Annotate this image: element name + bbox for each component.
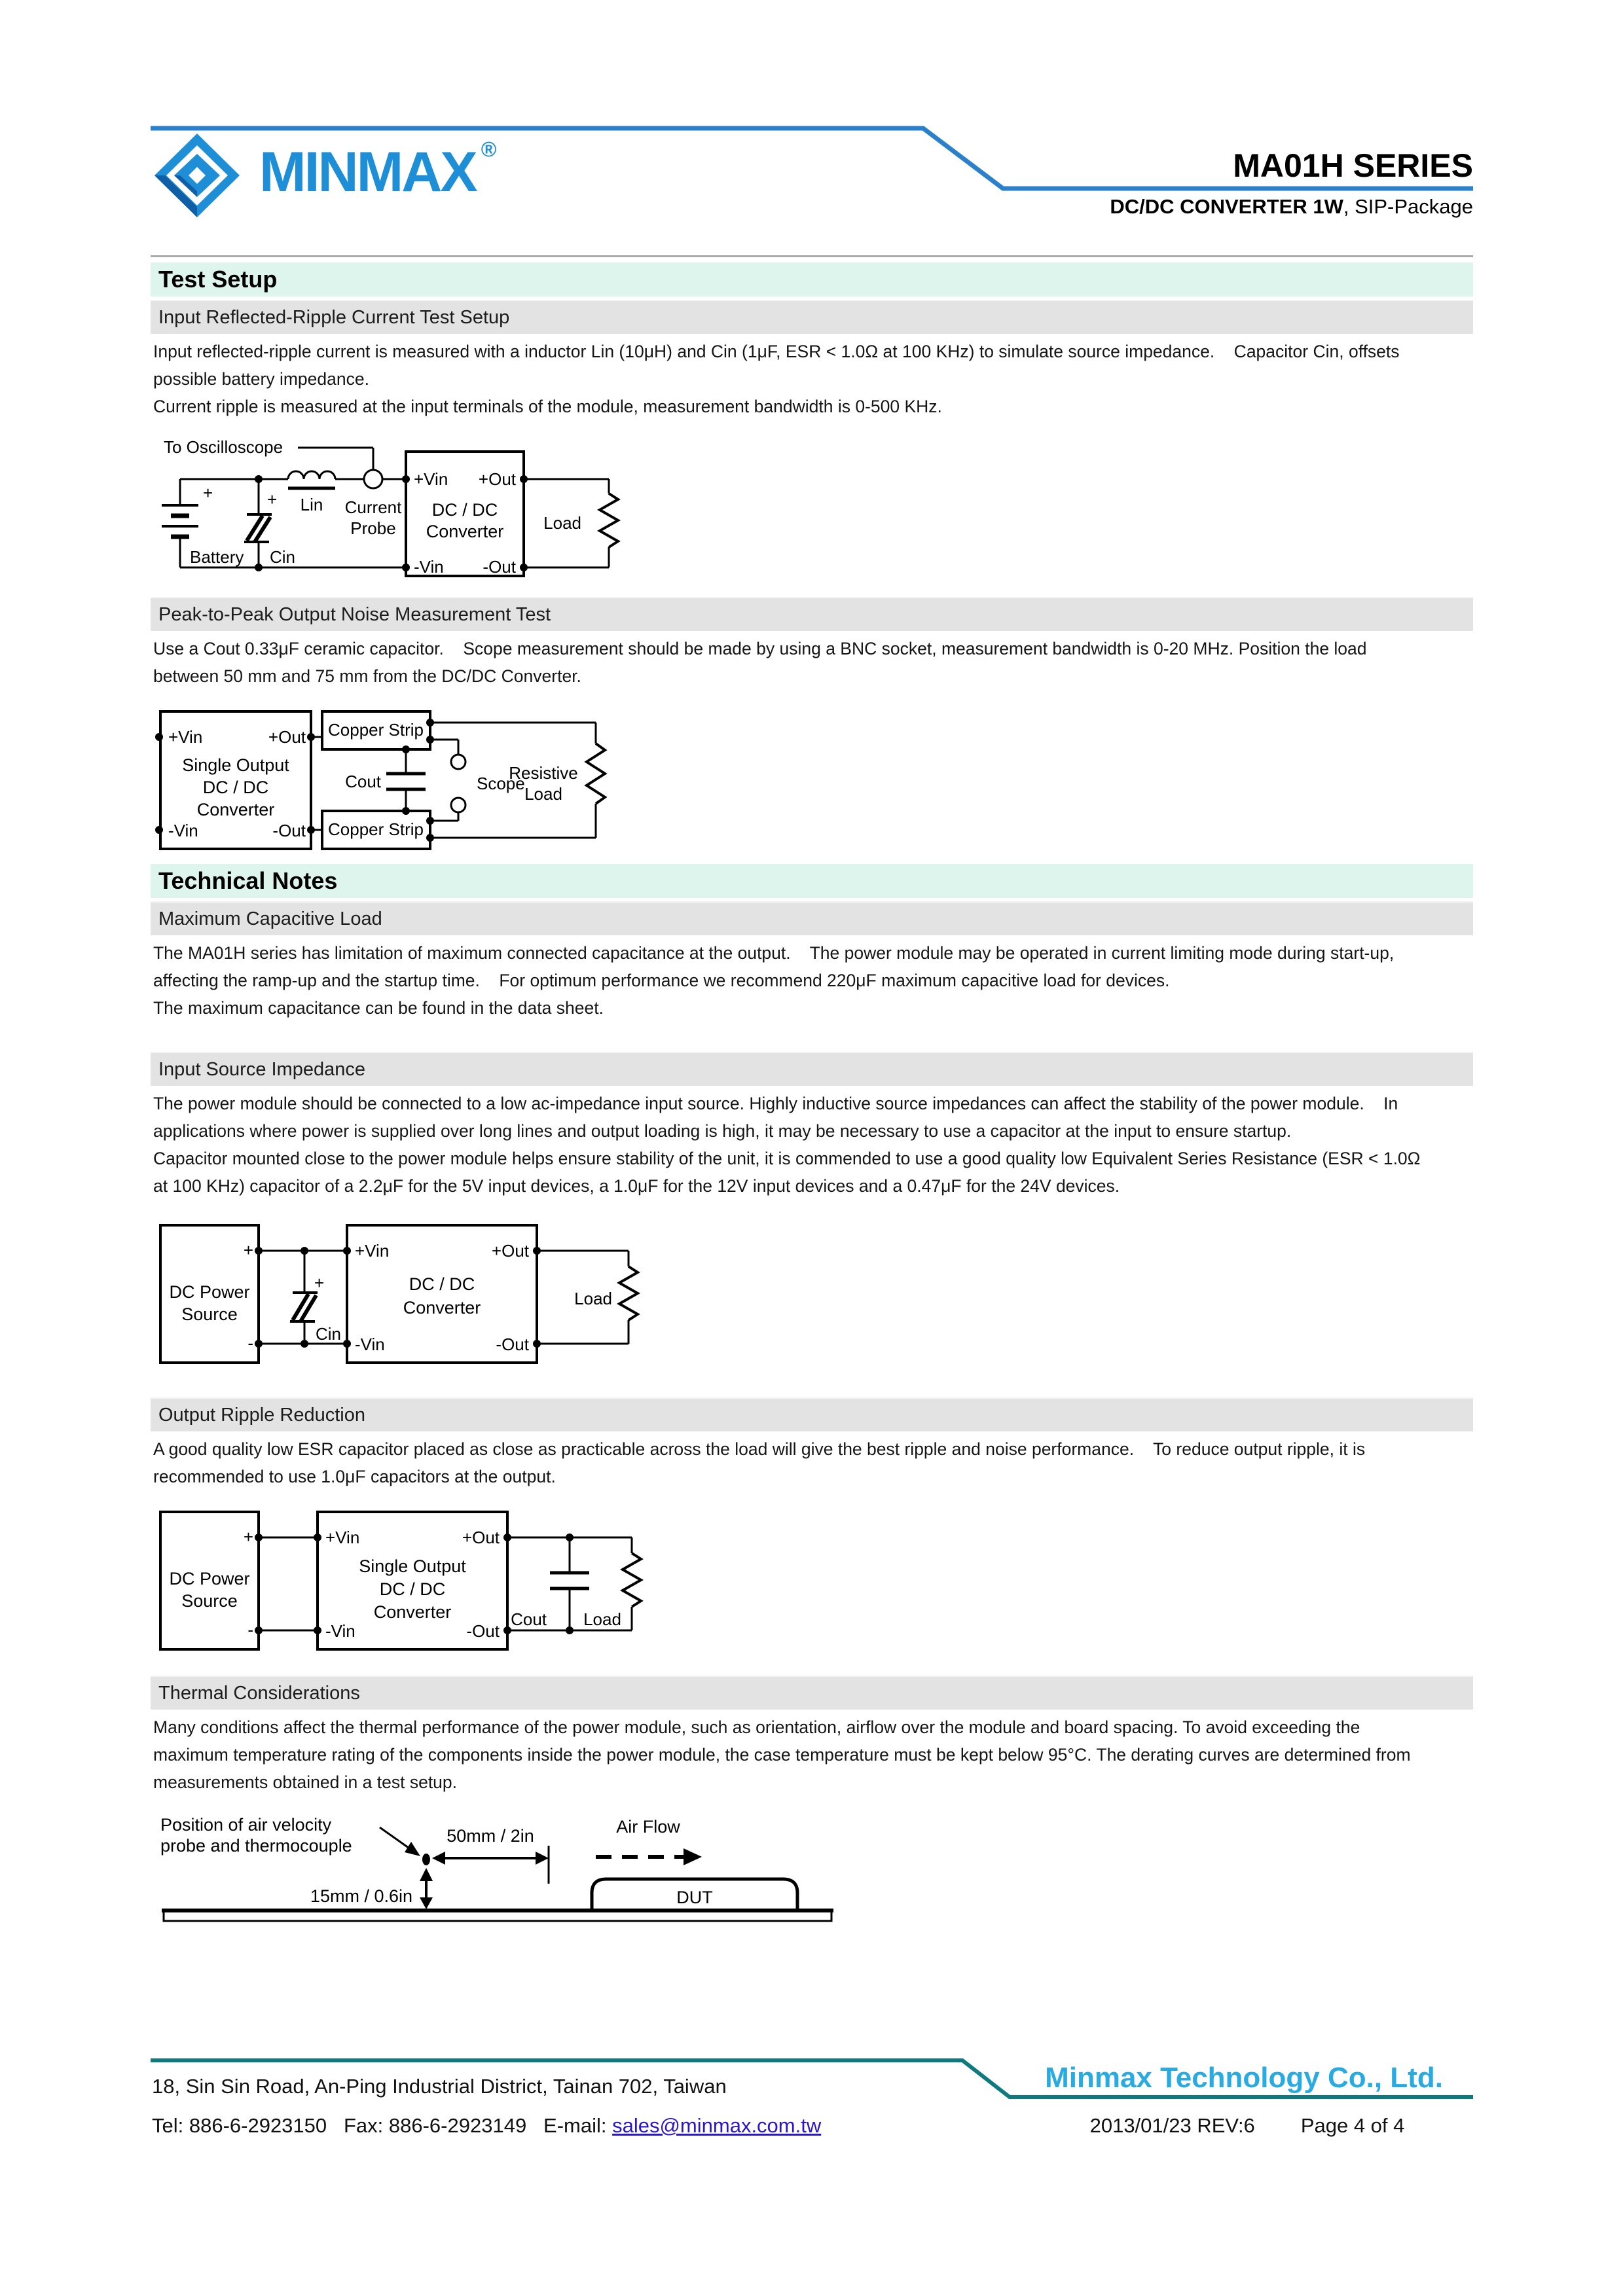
cin-capacitor-symbol bbox=[290, 1293, 318, 1321]
paragraph-impedance bbox=[153, 1090, 1473, 1200]
subsection-header-ripple-reduction: Output Ripple Reduction bbox=[151, 1397, 1473, 1431]
source-label-1: DC Power bbox=[169, 1569, 250, 1588]
text-line: possible battery impedance. bbox=[153, 369, 369, 389]
text-line: Input reflected-ripple current is measured with a inductor Lin (10μH) and Cin (1μF, ESR < 1.0Ω at 100 KHz) to simulate source impedance. Capacitor Cin, offsets bbox=[153, 342, 1400, 361]
nout-label: -Out bbox=[483, 557, 516, 577]
airflow-dashed-arrow bbox=[596, 1848, 702, 1865]
cin-capacitor-symbol bbox=[244, 514, 272, 542]
series-subtitle bbox=[1110, 195, 1473, 219]
pout-label: +Out bbox=[478, 469, 516, 489]
converter-label-2: DC / DC bbox=[379, 1579, 446, 1599]
text-line: The MA01H series has limitation of maximum connected capacitance at the output. The power module may be operated in current limiting mode during start-up, bbox=[153, 943, 1395, 963]
dut-label: DUT bbox=[676, 1888, 713, 1907]
lin-inductor-symbol bbox=[288, 471, 335, 488]
registered-mark: ® bbox=[481, 137, 497, 161]
output-ripple-reduction-diagram bbox=[151, 1502, 779, 1659]
converter-label-2: Converter bbox=[426, 522, 504, 541]
company-name: Minmax Technology Co., Ltd. bbox=[1045, 2062, 1443, 2094]
load-label: Load bbox=[583, 1609, 621, 1629]
subtitle-bold: DC/DC CONVERTER 1W bbox=[1110, 195, 1343, 218]
text-line: at 100 KHz) capacitor of a 2.2μF for the 5V input devices, a 1.0μF for the 12V input devices and a 0.47μF for the 24V devices. bbox=[153, 1176, 1120, 1196]
current-probe-symbol bbox=[364, 470, 382, 488]
subsection-header-thermal: Thermal Considerations bbox=[151, 1676, 1473, 1710]
pvin-label: +Vin bbox=[414, 469, 448, 489]
subsection-header-max-cap: Maximum Capacitive Load bbox=[151, 901, 1473, 935]
text-line: affecting the ramp-up and the startup time. For optimum performance we recommend 220μF maximum capacitive load for devices. bbox=[153, 971, 1170, 990]
page-content bbox=[151, 0, 1473, 1960]
converter-label-2: Converter bbox=[403, 1298, 481, 1318]
text-line: Current ripple is measured at the input terminals of the module, measurement bandwidth is 0-500 KHz. bbox=[153, 397, 942, 416]
text-line: A good quality low ESR capacitor placed as close as practicable across the load will give the best ripple and noise performance. To reduce output ripple, it is bbox=[153, 1439, 1366, 1459]
input-source-impedance-diagram bbox=[151, 1215, 727, 1372]
series-title: MA01H SERIES bbox=[1233, 147, 1473, 184]
revision-date: 2013/01/23 REV:6 bbox=[1089, 2114, 1255, 2137]
vertical-distance-label: 15mm / 0.6in bbox=[310, 1886, 412, 1906]
scope-probe-symbols bbox=[451, 755, 465, 812]
nout-label: -Out bbox=[496, 1335, 529, 1354]
contact-numbers: Tel: 886-6-2923150 Fax: 886-6-2923149 E-mail: bbox=[152, 2114, 613, 2137]
cout-label: Cout bbox=[511, 1609, 547, 1629]
copper-strip-top-label: Copper Strip bbox=[328, 720, 424, 740]
revision-line bbox=[1021, 2114, 1473, 2138]
nout-label: -Out bbox=[466, 1621, 500, 1641]
subsection-header-input-ripple: Input Reflected-Ripple Current Test Setup bbox=[151, 300, 1473, 334]
subsection-header-noise-test: Peak-to-Peak Output Noise Measurement Test bbox=[151, 597, 1473, 631]
paragraph-thermal bbox=[153, 1713, 1473, 1796]
cin-label: Cin bbox=[316, 1324, 342, 1344]
source-minus-label: - bbox=[247, 1620, 253, 1640]
converter-label-1: Single Output bbox=[359, 1556, 466, 1576]
pout-label: +Out bbox=[268, 727, 306, 747]
source-minus-label: - bbox=[247, 1333, 253, 1353]
paragraph-noise-test bbox=[153, 635, 1473, 690]
pvin-label: +Vin bbox=[168, 727, 203, 747]
cout-capacitor-symbol bbox=[550, 1573, 589, 1588]
probe-pointer-arrow bbox=[380, 1827, 420, 1856]
text-line: applications where power is supplied over long lines and output loading is high, it may be necessary to use a capacitor at the input to ensure startup. bbox=[153, 1121, 1292, 1141]
output-noise-measurement-diagram bbox=[151, 702, 753, 859]
horizontal-distance-arrow bbox=[432, 1846, 549, 1884]
battery-symbol bbox=[162, 505, 198, 537]
nvin-label: -Vin bbox=[355, 1335, 385, 1354]
probe-position-label-1: Position of air velocity bbox=[160, 1815, 332, 1835]
source-label-2: Source bbox=[181, 1304, 238, 1324]
vertical-distance-arrow bbox=[420, 1868, 433, 1909]
source-plus-label: + bbox=[243, 1527, 253, 1547]
converter-label-2: DC / DC bbox=[202, 778, 269, 797]
paragraph-ripple-reduction bbox=[153, 1435, 1473, 1490]
page-footer bbox=[151, 2056, 1473, 2181]
resistive-load-symbol bbox=[587, 744, 605, 804]
brand-logo bbox=[155, 134, 496, 217]
section-header-technical-notes: Technical Notes bbox=[151, 864, 1473, 898]
converter-label-3: Converter bbox=[373, 1602, 452, 1622]
pout-label: +Out bbox=[491, 1241, 529, 1261]
copper-strip-bottom-label: Copper Strip bbox=[328, 819, 424, 839]
input-ripple-test-circuit-diagram bbox=[151, 433, 740, 590]
paragraph-input-ripple bbox=[153, 338, 1473, 420]
nvin-label: -Vin bbox=[414, 557, 444, 577]
section-header-test-setup: Test Setup bbox=[151, 262, 1473, 296]
text-line: The power module should be connected to a low ac-impedance input source. Highly inductive source impedances can affect the stability of the power module. In bbox=[153, 1094, 1398, 1113]
source-plus-label: + bbox=[243, 1240, 253, 1260]
converter-label-3: Converter bbox=[196, 800, 275, 819]
lin-label: Lin bbox=[300, 495, 323, 514]
converter-label-1: DC / DC bbox=[409, 1274, 475, 1294]
text-line: Many conditions affect the thermal performance of the power module, such as orientation, airflow over the module and board spacing. To avoid exceeding the bbox=[153, 1717, 1360, 1737]
thermal-test-setup-diagram bbox=[151, 1809, 858, 1960]
battery-plus-label: + bbox=[203, 483, 213, 503]
text-line: maximum temperature rating of the components inside the power module, the case temperature must be kept below 95°C. The derating curves are determined from bbox=[153, 1745, 1411, 1765]
section-divider bbox=[151, 255, 1473, 257]
cin-plus-label: + bbox=[314, 1273, 325, 1293]
source-label-2: Source bbox=[181, 1591, 238, 1611]
load-label: Load bbox=[574, 1289, 612, 1308]
load-resistor-symbol bbox=[619, 1266, 638, 1320]
email-link[interactable]: sales@minmax.com.tw bbox=[612, 2114, 822, 2137]
current-probe-label-2: Probe bbox=[350, 518, 396, 538]
text-line: between 50 mm and 75 mm from the DC/DC Converter. bbox=[153, 666, 581, 686]
resistive-load-label-1: Resistive bbox=[509, 763, 578, 783]
converter-label-1: DC / DC bbox=[431, 500, 498, 520]
airflow-label: Air Flow bbox=[616, 1817, 680, 1837]
company-address: 18, Sin Sin Road, An-Ping Industrial District, Tainan 702, Taiwan bbox=[152, 2075, 727, 2098]
cout-label: Cout bbox=[345, 772, 381, 791]
pvin-label: +Vin bbox=[355, 1241, 390, 1261]
text-line: Capacitor mounted close to the power module helps ensure stability of the unit, it is commended to use a good quality low Equivalent Series Resistance (ESR < 1.0Ω bbox=[153, 1149, 1421, 1168]
current-probe-label-1: Current bbox=[344, 497, 402, 517]
paragraph-max-cap bbox=[153, 939, 1473, 1022]
load-resistor-symbol bbox=[623, 1553, 641, 1607]
subtitle-rest: , SIP-Package bbox=[1343, 195, 1473, 218]
cout-capacitor-symbol bbox=[386, 774, 426, 789]
scope-label: Scope bbox=[477, 774, 525, 793]
text-line: Use a Cout 0.33μF ceramic capacitor. Scope measurement should be made by using a BNC socket, measurement bandwidth is 0-20 MHz. Position the load bbox=[153, 639, 1367, 658]
load-label: Load bbox=[543, 513, 581, 533]
minmax-diamond-icon bbox=[155, 134, 240, 217]
page-header bbox=[151, 123, 1473, 229]
resistive-load-label-2: Load bbox=[524, 784, 562, 804]
pout-label: +Out bbox=[462, 1528, 500, 1547]
text-line: recommended to use 1.0μF capacitors at the output. bbox=[153, 1467, 556, 1486]
nout-label: -Out bbox=[272, 821, 306, 840]
to-oscilloscope-label: To Oscilloscope bbox=[164, 437, 283, 457]
probe-position-label-2: probe and thermocouple bbox=[160, 1836, 352, 1856]
pvin-label: +Vin bbox=[325, 1528, 360, 1547]
horizontal-distance-label: 50mm / 2in bbox=[447, 1826, 534, 1846]
contact-line bbox=[152, 2114, 821, 2138]
nvin-label: -Vin bbox=[325, 1621, 356, 1641]
text-line: The maximum capacitance can be found in the data sheet. bbox=[153, 998, 604, 1018]
nvin-label: -Vin bbox=[168, 821, 198, 840]
cin-label: Cin bbox=[270, 547, 296, 567]
page-number: Page 4 of 4 bbox=[1300, 2114, 1405, 2137]
brand-wordmark: MINMAX bbox=[259, 141, 476, 204]
load-resistor-symbol bbox=[600, 493, 618, 547]
battery-label: Battery bbox=[190, 547, 244, 567]
text-line: measurements obtained in a test setup. bbox=[153, 1772, 458, 1792]
source-label-1: DC Power bbox=[169, 1282, 250, 1302]
probe-dot bbox=[422, 1854, 430, 1865]
cin-plus-label: + bbox=[267, 490, 278, 509]
subsection-header-impedance: Input Source Impedance bbox=[151, 1052, 1473, 1086]
converter-label-1: Single Output bbox=[182, 755, 289, 775]
